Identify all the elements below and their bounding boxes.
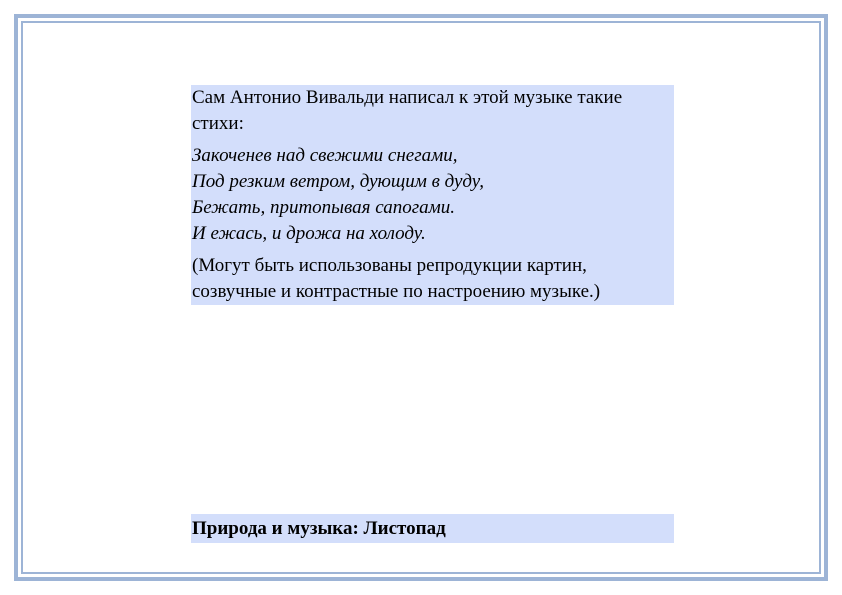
intro-text: Сам Антонио Вивальди написал к этой музыке такие стихи: xyxy=(192,87,623,134)
poem-line: Под резким ветром, дующим в дуду, xyxy=(192,171,484,192)
slide-text-block xyxy=(191,85,674,305)
poem xyxy=(191,143,674,247)
poem-line: И ежась, и дрожа на холоду. xyxy=(192,223,426,244)
poem-line: Бежать, притопывая сапогами. xyxy=(192,197,455,218)
poem-line: Закоченев над свежими снегами, xyxy=(192,145,458,166)
note-text: (Могут быть использованы репродукции картин, созвучные и контрастные по настроению музыке.) xyxy=(192,255,601,302)
slide-title: Природа и музыка: Листопад xyxy=(191,514,674,543)
